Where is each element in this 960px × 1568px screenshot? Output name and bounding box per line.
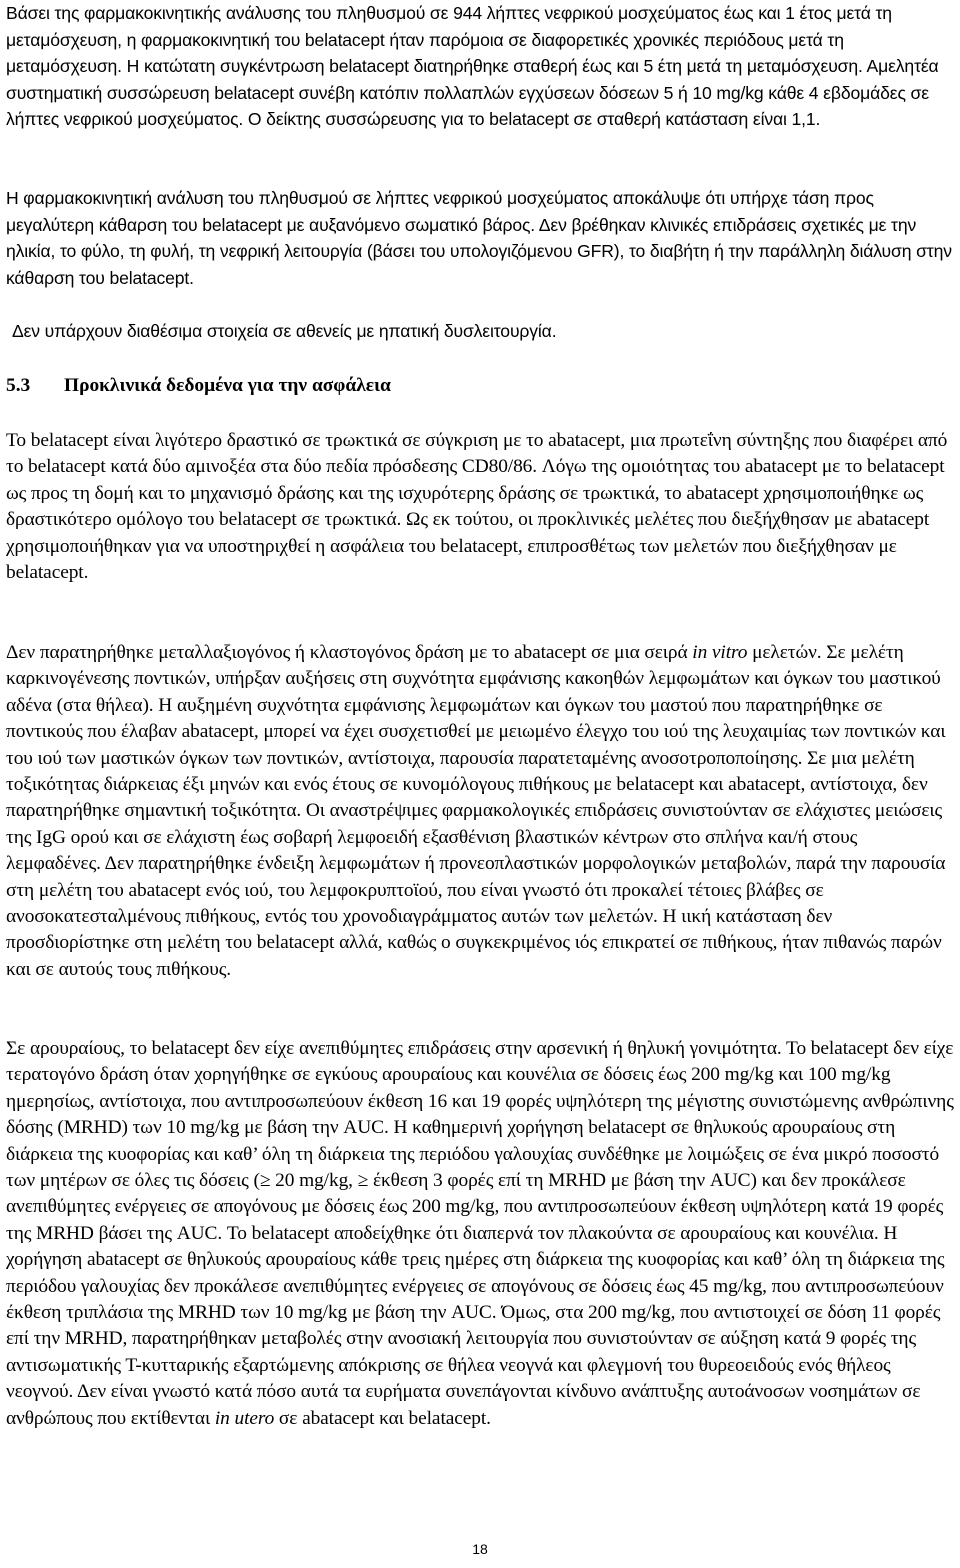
section-title: Προκλινικά δεδομένα για την ασφάλεια xyxy=(64,375,391,396)
carcinogenesis-text-b: μελετών. Σε μελέτη καρκινογένεσης ποντικών, υπήρξαν αυξήσεις στη συχνότητα εμφάνισης κακοηθών λεμφωμάτων και όγκων του μαστικού αδένα (στα θήλεα). Η αυξημένη συχνότητα εμφάνισης λεμφωμάτων και όγκων του μαστού που παρατηρήθηκε σε ποντικούς που έλαβαν abatacept, μπορεί να έχει συσχετισθεί με μειωμένο έλεγχο του ιού της λευχαιμίας των ποντικών και του ιού των μαστικών όγκων των ποντικών, αντίστοιχα, παρουσία παρατεταμένης ανοσοτροποποίησης. Σε μια μελέτη τοξικότητας διάρκειας έξι μηνών και ενός έτους σε κυνομόλογους πιθήκους με belatacept και abatacept, αντίστοιχα, δεν παρατηρήθηκε σημαντική τοξικότητα. Οι αναστρέψιμες φαρμακολογικές επιδράσεις συνιστούνταν σε ελάχιστες μειώσεις της IgG ορού και σε ελάχιστη έως σοβαρή λεμφοειδή εξασθένιση βλαστικών κέντρων στο σπλήνα και/ή στους λεμφαδένες. Δεν παρατηρήθηκε ένδειξη λεμφωμάτων ή προνεοπλαστικών μορφολογικών μεταβολών, παρά την παρουσία στη μελέτη του abatacept ενός ιού, του λεμφοκρυπτοϊού, που είναι γνωστό ότι προκαλεί τέτοιες βλάβες σε ανοσοκατεσταλμένους πιθήκους, εντός του χρονοδιαγράμματος αυτών των μελετών. Η ιική κατάσταση δεν προσδιορίστηκε στη μελέτη του belatacept αλλά, καθώς ο συγκεκριμένος ιός επικρατεί σε πιθήκους, ήταν πιθανώς παρών και σε αυτούς τους πιθήκους. xyxy=(6,642,946,980)
paragraph-belatacept-abatacept: Το belatacept είναι λιγότερο δραστικό σε τρωκτικά σε σύγκριση με το abatacept, μια πρωτεΐνη σύντηξης που διαφέρει από το belatacept κατά δύο αμινοξέα στα δύο πεδία πρόσδεσης CD80/86. Λόγω της ομοιότητας του abatacept με το belatacept ως προς τη δομή και το μηχανισμό δράσης και της ισχυρότερης δράσης σε τρωκτικά, το abatacept χρησιμοποιήθηκε ως δραστικότερο ομόλογο του belatacept σε τρωκτικά. Ως εκ τούτου, οι προκλινικές μελέτες που διεξήχθησαν με abatacept χρησιμοποιήθηκαν για να υποστηριχθεί η ασφάλεια του belatacept, επιπροσθέτως των μελετών που διεξήχθησαν με belatacept. xyxy=(6,430,948,584)
page-number: 18 xyxy=(472,1541,488,1557)
carcinogenesis-text-a: Δεν παρατηρήθηκε μεταλλαξιογόνος ή κλαστογόνος δράση με το abatacept σε μια σειρά xyxy=(6,642,693,663)
geq-symbol-2: ≥ xyxy=(357,1170,369,1192)
geq-symbol-1: ≥ xyxy=(259,1170,271,1192)
reproductive-text-d: σε abatacept και belatacept. xyxy=(274,1407,491,1429)
paragraph-population-analysis: Η φαρμακοκινητική ανάλυση του πληθυσμού σε λήπτες νεφρικού μοσχεύματος αποκάλυψε ότι υπήρχε τάση προς μεγαλύτερη κάθαρση του belatacept με αυξανόμενο σωματικό βάρος. Δεν βρέθηκαν κλινικές επιδράσεις σχετικές με την ηλικία, το φύλο, τη φυλή, τη νεφρική λειτουργία (βάσει του υπολογιζόμενου GFR), το διαβήτη ή την παράλληλη διάλυση στην κάθαρση του belatacept. xyxy=(6,188,952,288)
reproductive-text-a: Σε αρουραίους, το belatacept δεν είχε ανεπιθύμητες επιδράσεις στην αρσενική ή θηλυκή γονιμότητα. Το belatacept δεν είχε τερατογόνο δράση όταν χορηγήθηκε σε εγκύους αρουραίους και κουνέλια σε δόσεις έως 200 mg/kg και 100 mg/kg ημερησίως, αντίστοιχα, που αντιπροσωπεύουν έκθεση 16 και 19 φορές υψηλότερη της μέγιστης συνιστώμενης ανθρώπινης δόσης (MRHD) των 10 mg/kg με βάση την AUC. Η καθημερινή χορήγηση belatacept σε θηλυκούς αρουραίους στη διάρκεια της κυοφορίας και καθ’ όλη τη διάρκεια της περιόδου γαλουχίας συνδέθηκε με λοιμώξεις σε ένα μικρό ποσοστό των μητέρων σε όλες τις δόσεις ( xyxy=(6,1038,954,1192)
section-number: 5.3 xyxy=(6,375,31,396)
reproductive-text-c: έκθεση 3 φορές επί τη MRHD με βάση την AUC) και δεν προκάλεσε ανεπιθύμητες ενέργειες σε απογόνους με δόσεις έως 200 mg/kg, που αντιπροσωπεύουν έκθεση υψηλότερη κατά 19 φορές της MRHD βάσει της AUC. Το belatacept αποδείχθηκε ότι διαπερνά τον πλακούντα σε αρουραίους και κουνέλια. Η χορήγηση abatacept σε θηλυκούς αρουραίους κάθε τρεις ημέρες στη διάρκεια της κυοφορίας και καθ’ όλη τη διάρκεια της περιόδου γαλουχίας δεν προκάλεσε ανεπιθύμητες ενέργειες σε απογόνους σε δόσεις έως 45 mg/kg, που αντιπροσωπεύουν έκθεση τριπλάσια της MRHD των 10 mg/kg με βάση την AUC. Όμως, στα 200 mg/kg, που αντιστοιχεί σε δόση 11 φορές επί την MRHD, παρατηρήθηκαν μεταβολές στην ανοσιακή λειτουργία που συνιστούνταν σε αύξηση κατά 9 φορές της αντισωματικής Τ-κυτταρικής εξαρτώμενης απόκρισης σε θήλεα νεογνά και φλεγμονή του θυρεοειδούς ενός θήλεος νεογνού. Δεν είναι γνωστό κατά πόσο αυτά τα ευρήματα συνεπάγονται κίνδυνο ανάπτυξης αυτοάνοσων νοσημάτων σε ανθρώπους που εκτίθενται xyxy=(6,1170,945,1429)
in-utero-italic: in utero xyxy=(214,1407,275,1429)
paragraph-pharmacokinetics: Βάσει της φαρμακοκινητικής ανάλυσης του πληθυσμού σε 944 λήπτες νεφρικού μοσχεύματος έως και 1 έτος μετά τη μεταμόσχευση, η φαρμακοκινητική του belatacept ήταν παρόμοια σε διαφορετικές χρονικές περιόδους μετά τη μεταμόσχευση. Η κατώτατη συγκέντρωση belatacept διατηρήθηκε σταθερή έως και 5 έτη μετά τη μεταμόσχευση. Αμελητέα συστηματική συσσώρευση belatacept συνέβη κατόπιν πολλαπλών εγχύσεων δόσεων 5 ή 10 mg/kg κάθε 4 εβδομάδες σε λήπτες νεφρικού μοσχεύματος. Ο δείκτης συσσώρευσης για το belatacept σε σταθερή κατάσταση είναι 1,1. xyxy=(6,3,939,129)
paragraph-reproductive xyxy=(6,1036,954,1432)
reproductive-text-b: 20 mg/kg, xyxy=(270,1170,358,1192)
section-heading xyxy=(6,373,391,399)
paragraph-carcinogenesis xyxy=(6,640,954,983)
in-vitro-italic: in vitro xyxy=(692,642,748,663)
paragraph-hepatic: Δεν υπάρχουν διαθέσιμα στοιχεία σε αθενείς με ηπατική δυσλειτουργία. xyxy=(12,321,557,341)
